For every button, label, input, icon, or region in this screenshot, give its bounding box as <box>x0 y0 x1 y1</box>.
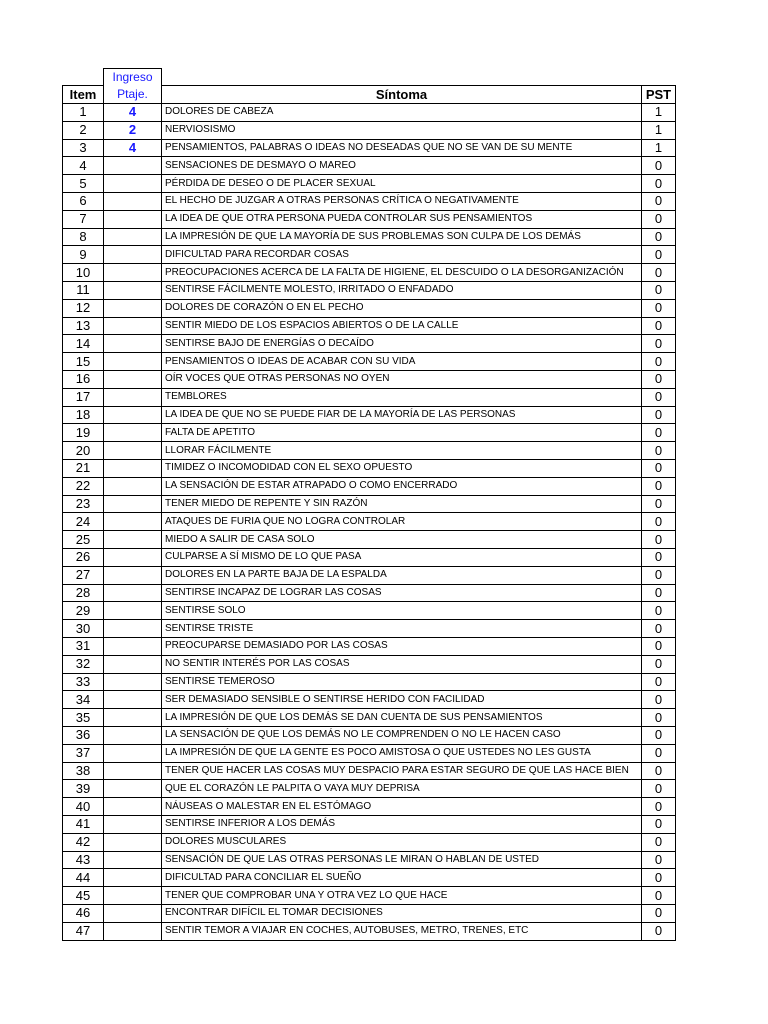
table-row <box>63 353 676 371</box>
table-row <box>63 299 676 317</box>
table-row <box>63 691 676 709</box>
item-cell[interactable]: 43 <box>63 851 104 869</box>
item-cell[interactable]: 18 <box>63 406 104 424</box>
item-cell[interactable]: 12 <box>63 299 104 317</box>
score-input-cell[interactable]: 2 <box>104 121 162 139</box>
table-row <box>63 104 676 122</box>
score-input-cell[interactable] <box>104 833 162 851</box>
symptom-cell[interactable]: LA IDEA DE QUE NO SE PUEDE FIAR DE LA MAYORÍA DE LAS PERSONAS <box>162 406 642 424</box>
item-cell[interactable]: 2 <box>63 121 104 139</box>
table-row <box>63 210 676 228</box>
pst-cell[interactable]: 0 <box>642 424 676 442</box>
item-cell[interactable]: 33 <box>63 673 104 691</box>
item-cell[interactable]: 14 <box>63 335 104 353</box>
symptom-cell[interactable]: SENTIR TEMOR A VIAJAR EN COCHES, AUTOBUSES, METRO, TRENES, ETC <box>162 922 642 940</box>
table-row <box>63 833 676 851</box>
table-row <box>63 264 676 282</box>
item-cell[interactable]: 40 <box>63 798 104 816</box>
item-cell[interactable]: 31 <box>63 638 104 656</box>
item-cell[interactable]: 15 <box>63 353 104 371</box>
table-row <box>63 726 676 744</box>
item-cell[interactable]: 34 <box>63 691 104 709</box>
score-input-cell[interactable] <box>104 317 162 335</box>
score-input-cell[interactable] <box>104 299 162 317</box>
symptom-cell[interactable]: TEMBLORES <box>162 388 642 406</box>
symptom-cell[interactable]: LA IDEA DE QUE OTRA PERSONA PUEDA CONTROLAR SUS PENSAMIENTOS <box>162 210 642 228</box>
item-cell[interactable]: 45 <box>63 887 104 905</box>
score-input-cell[interactable] <box>104 602 162 620</box>
symptom-cell[interactable]: SENSACIONES DE DESMAYO O MAREO <box>162 157 642 175</box>
symptom-cell[interactable]: DOLORES EN LA PARTE BAJA DE LA ESPALDA <box>162 566 642 584</box>
pst-cell[interactable]: 0 <box>642 193 676 211</box>
pst-cell[interactable]: 0 <box>642 210 676 228</box>
score-input-cell[interactable] <box>104 282 162 300</box>
table-row <box>63 744 676 762</box>
table-row <box>63 246 676 264</box>
item-cell[interactable]: 1 <box>63 104 104 122</box>
symptom-cell[interactable]: LA SENSACIÓN DE ESTAR ATRAPADO O COMO ENCERRADO <box>162 477 642 495</box>
score-input-cell[interactable] <box>104 726 162 744</box>
item-cell[interactable]: 3 <box>63 139 104 157</box>
item-cell[interactable]: 44 <box>63 869 104 887</box>
score-input-cell[interactable] <box>104 584 162 602</box>
symptom-cell[interactable]: LA IMPRESIÓN DE QUE LOS DEMÁS SE DAN CUENTA DE SUS PENSAMIENTOS <box>162 709 642 727</box>
pst-cell[interactable]: 0 <box>642 388 676 406</box>
header-row-top <box>63 69 676 86</box>
symptom-cell[interactable]: PREOCUPACIONES ACERCA DE LA FALTA DE HIGIENE, EL DESCUIDO O LA DESORGANIZACIÓN <box>162 264 642 282</box>
score-input-cell[interactable] <box>104 193 162 211</box>
pst-cell[interactable]: 0 <box>642 406 676 424</box>
table-row <box>63 922 676 940</box>
symptom-cell[interactable]: DIFICULTAD PARA CONCILIAR EL SUEÑO <box>162 869 642 887</box>
item-cell[interactable]: 26 <box>63 549 104 567</box>
score-input-cell[interactable] <box>104 388 162 406</box>
table-row <box>63 620 676 638</box>
pst-cell[interactable]: 0 <box>642 851 676 869</box>
score-input-cell[interactable] <box>104 709 162 727</box>
table-row <box>63 549 676 567</box>
score-input-cell[interactable] <box>104 513 162 531</box>
score-header-line1[interactable]: Ingreso <box>104 69 162 86</box>
item-cell[interactable]: 35 <box>63 709 104 727</box>
pst-cell[interactable]: 0 <box>642 495 676 513</box>
header-row <box>63 86 676 104</box>
score-input-cell[interactable] <box>104 655 162 673</box>
score-input-cell[interactable]: 4 <box>104 139 162 157</box>
symptom-cell[interactable]: ATAQUES DE FURIA QUE NO LOGRA CONTROLAR <box>162 513 642 531</box>
pst-cell[interactable]: 0 <box>642 904 676 922</box>
pst-cell[interactable]: 0 <box>642 602 676 620</box>
symptom-cell[interactable]: PENSAMIENTOS, PALABRAS O IDEAS NO DESEADAS QUE NO SE VAN DE SU MENTE <box>162 139 642 157</box>
symptom-cell[interactable]: PÉRDIDA DE DESEO O DE PLACER SEXUAL <box>162 175 642 193</box>
blank-cell <box>162 69 642 86</box>
score-input-cell[interactable] <box>104 442 162 460</box>
pst-cell[interactable]: 0 <box>642 549 676 567</box>
item-cell[interactable]: 27 <box>63 566 104 584</box>
pst-cell[interactable]: 0 <box>642 798 676 816</box>
symptom-cell[interactable]: SENTIRSE TRISTE <box>162 620 642 638</box>
item-cell[interactable]: 36 <box>63 726 104 744</box>
score-input-cell[interactable] <box>104 620 162 638</box>
pst-cell[interactable]: 0 <box>642 264 676 282</box>
table-row <box>63 406 676 424</box>
symptom-cell[interactable]: CULPARSE A SÍ MISMO DE LO QUE PASA <box>162 549 642 567</box>
score-input-cell[interactable] <box>104 904 162 922</box>
symptom-cell[interactable]: SENTIRSE FÁCILMENTE MOLESTO, IRRITADO O ENFADADO <box>162 282 642 300</box>
table-row <box>63 317 676 335</box>
symptom-cell[interactable]: OÍR VOCES QUE OTRAS PERSONAS NO OYEN <box>162 371 642 389</box>
item-cell[interactable]: 6 <box>63 193 104 211</box>
item-cell[interactable]: 30 <box>63 620 104 638</box>
table-row <box>63 193 676 211</box>
symptom-cell[interactable]: TENER QUE COMPROBAR UNA Y OTRA VEZ LO QUE HACE <box>162 887 642 905</box>
score-input-cell[interactable] <box>104 477 162 495</box>
pst-cell[interactable]: 0 <box>642 513 676 531</box>
table-row <box>63 673 676 691</box>
score-input-cell[interactable] <box>104 638 162 656</box>
pst-cell[interactable]: 0 <box>642 477 676 495</box>
table-row <box>63 904 676 922</box>
symptom-cell[interactable]: TIMIDEZ O INCOMODIDAD CON EL SEXO OPUESTO <box>162 460 642 478</box>
table-row <box>63 815 676 833</box>
table-row <box>63 282 676 300</box>
pst-cell[interactable]: 0 <box>642 887 676 905</box>
symptom-cell[interactable]: PENSAMIENTOS O IDEAS DE ACABAR CON SU VIDA <box>162 353 642 371</box>
score-input-cell[interactable] <box>104 887 162 905</box>
pst-cell[interactable]: 0 <box>642 762 676 780</box>
item-cell[interactable]: 32 <box>63 655 104 673</box>
score-input-cell[interactable] <box>104 406 162 424</box>
item-cell[interactable]: 4 <box>63 157 104 175</box>
table-row <box>63 460 676 478</box>
pst-cell[interactable]: 1 <box>642 104 676 122</box>
pst-cell[interactable]: 0 <box>642 869 676 887</box>
pst-cell[interactable]: 0 <box>642 175 676 193</box>
symptom-cell[interactable]: LA SENSACIÓN DE QUE LOS DEMÁS NO LE COMPRENDEN O NO LE HACEN CASO <box>162 726 642 744</box>
item-cell[interactable]: 47 <box>63 922 104 940</box>
symptom-cell[interactable]: PREOCUPARSE DEMASIADO POR LAS COSAS <box>162 638 642 656</box>
pst-cell[interactable]: 0 <box>642 620 676 638</box>
blank-cell <box>63 69 104 86</box>
pst-cell[interactable]: 0 <box>642 246 676 264</box>
score-input-cell[interactable] <box>104 175 162 193</box>
symptom-cell[interactable]: ENCONTRAR DIFÍCIL EL TOMAR DECISIONES <box>162 904 642 922</box>
pst-cell[interactable]: 0 <box>642 335 676 353</box>
item-cell[interactable]: 21 <box>63 460 104 478</box>
item-cell[interactable]: 22 <box>63 477 104 495</box>
score-input-cell[interactable] <box>104 210 162 228</box>
table-row <box>63 388 676 406</box>
table-row <box>63 762 676 780</box>
pst-cell[interactable]: 0 <box>642 673 676 691</box>
pst-cell[interactable]: 0 <box>642 317 676 335</box>
symptom-cell[interactable]: SENTIRSE INCAPAZ DE LOGRAR LAS COSAS <box>162 584 642 602</box>
table-row <box>63 513 676 531</box>
score-input-cell[interactable] <box>104 922 162 940</box>
score-input-cell[interactable] <box>104 371 162 389</box>
symptom-cell[interactable]: MIEDO A SALIR DE CASA SOLO <box>162 531 642 549</box>
table-row <box>63 584 676 602</box>
pst-cell[interactable]: 0 <box>642 638 676 656</box>
item-cell[interactable]: 28 <box>63 584 104 602</box>
pst-cell[interactable]: 0 <box>642 566 676 584</box>
item-header[interactable]: Item <box>63 86 104 104</box>
item-cell[interactable]: 29 <box>63 602 104 620</box>
score-input-cell[interactable] <box>104 691 162 709</box>
table-row <box>63 638 676 656</box>
score-input-cell[interactable] <box>104 264 162 282</box>
pst-header[interactable]: PST <box>642 86 676 104</box>
table-row <box>63 709 676 727</box>
item-cell[interactable]: 25 <box>63 531 104 549</box>
pst-cell[interactable]: 0 <box>642 299 676 317</box>
symptom-cell[interactable]: SER DEMASIADO SENSIBLE O SENTIRSE HERIDO CON FACILIDAD <box>162 691 642 709</box>
table-row <box>63 566 676 584</box>
pst-cell[interactable]: 1 <box>642 139 676 157</box>
table-row <box>63 121 676 139</box>
pst-cell[interactable]: 0 <box>642 460 676 478</box>
symptom-cell[interactable]: DOLORES DE CORAZÓN O EN EL PECHO <box>162 299 642 317</box>
item-cell[interactable]: 13 <box>63 317 104 335</box>
table-row <box>63 477 676 495</box>
item-cell[interactable]: 5 <box>63 175 104 193</box>
pst-cell[interactable]: 0 <box>642 815 676 833</box>
symptom-cell[interactable]: FALTA DE APETITO <box>162 424 642 442</box>
item-cell[interactable]: 42 <box>63 833 104 851</box>
table-row <box>63 887 676 905</box>
score-input-cell[interactable] <box>104 744 162 762</box>
pst-cell[interactable]: 0 <box>642 584 676 602</box>
score-input-cell[interactable] <box>104 424 162 442</box>
pst-cell[interactable]: 0 <box>642 744 676 762</box>
item-cell[interactable]: 38 <box>63 762 104 780</box>
item-cell[interactable]: 23 <box>63 495 104 513</box>
score-input-cell[interactable] <box>104 798 162 816</box>
item-cell[interactable]: 41 <box>63 815 104 833</box>
symptom-cell[interactable]: NERVIOSISMO <box>162 121 642 139</box>
pst-cell[interactable]: 1 <box>642 121 676 139</box>
item-cell[interactable]: 19 <box>63 424 104 442</box>
score-input-cell[interactable] <box>104 549 162 567</box>
symptom-cell[interactable]: DIFICULTAD PARA RECORDAR COSAS <box>162 246 642 264</box>
pst-cell[interactable]: 0 <box>642 353 676 371</box>
item-cell[interactable]: 37 <box>63 744 104 762</box>
blank-cell <box>642 69 676 86</box>
pst-cell[interactable]: 0 <box>642 282 676 300</box>
score-input-cell[interactable] <box>104 780 162 798</box>
symptom-header[interactable]: Síntoma <box>162 86 642 104</box>
score-input-cell[interactable] <box>104 353 162 371</box>
symptom-table <box>62 68 676 941</box>
symptom-cell[interactable]: LA IMPRESIÓN DE QUE LA GENTE ES POCO AMISTOSA O QUE USTEDES NO LES GUSTA <box>162 744 642 762</box>
item-cell[interactable]: 9 <box>63 246 104 264</box>
score-input-cell[interactable] <box>104 566 162 584</box>
pst-cell[interactable]: 0 <box>642 371 676 389</box>
table-row <box>63 335 676 353</box>
score-input-cell[interactable] <box>104 531 162 549</box>
table-row <box>63 531 676 549</box>
symptom-cell[interactable]: LLORAR FÁCILMENTE <box>162 442 642 460</box>
pst-cell[interactable]: 0 <box>642 228 676 246</box>
table-row <box>63 175 676 193</box>
score-input-cell[interactable] <box>104 246 162 264</box>
symptom-cell[interactable]: LA IMPRESIÓN DE QUE LA MAYORÍA DE SUS PROBLEMAS SON CULPA DE LOS DEMÁS <box>162 228 642 246</box>
score-input-cell[interactable] <box>104 762 162 780</box>
table-row <box>63 228 676 246</box>
symptom-cell[interactable]: SENTIRSE TEMEROSO <box>162 673 642 691</box>
score-input-cell[interactable]: 4 <box>104 104 162 122</box>
item-cell[interactable]: 8 <box>63 228 104 246</box>
symptom-cell[interactable]: EL HECHO DE JUZGAR A OTRAS PERSONAS CRÍTICA O NEGATIVAMENTE <box>162 193 642 211</box>
symptom-cell[interactable]: SENSACIÓN DE QUE LAS OTRAS PERSONAS LE MIRAN O HABLAN DE USTED <box>162 851 642 869</box>
score-input-cell[interactable] <box>104 851 162 869</box>
pst-cell[interactable]: 0 <box>642 157 676 175</box>
table-row <box>63 851 676 869</box>
pst-cell[interactable]: 0 <box>642 655 676 673</box>
score-input-cell[interactable] <box>104 495 162 513</box>
item-cell[interactable]: 10 <box>63 264 104 282</box>
item-cell[interactable]: 7 <box>63 210 104 228</box>
score-input-cell[interactable] <box>104 335 162 353</box>
symptom-cell[interactable]: SENTIRSE INFERIOR A LOS DEMÁS <box>162 815 642 833</box>
table-row <box>63 602 676 620</box>
pst-cell[interactable]: 0 <box>642 442 676 460</box>
item-cell[interactable]: 39 <box>63 780 104 798</box>
symptom-cell[interactable]: TENER QUE HACER LAS COSAS MUY DESPACIO PARA ESTAR SEGURO DE QUE LAS HACE BIEN <box>162 762 642 780</box>
symptom-cell[interactable]: QUE EL CORAZÓN LE PALPITA O VAYA MUY DEPRISA <box>162 780 642 798</box>
item-cell[interactable]: 17 <box>63 388 104 406</box>
symptom-cell[interactable]: DOLORES DE CABEZA <box>162 104 642 122</box>
pst-cell[interactable]: 0 <box>642 780 676 798</box>
symptom-cell[interactable]: TENER MIEDO DE REPENTE Y SIN RAZÓN <box>162 495 642 513</box>
score-header-line2[interactable]: Ptaje. <box>104 86 162 104</box>
symptom-cell[interactable]: DOLORES MUSCULARES <box>162 833 642 851</box>
score-input-cell[interactable] <box>104 869 162 887</box>
score-input-cell[interactable] <box>104 460 162 478</box>
item-cell[interactable]: 16 <box>63 371 104 389</box>
score-input-cell[interactable] <box>104 673 162 691</box>
symptom-cell[interactable]: SENTIR MIEDO DE LOS ESPACIOS ABIERTOS O DE LA CALLE <box>162 317 642 335</box>
pst-cell[interactable]: 0 <box>642 726 676 744</box>
item-cell[interactable]: 11 <box>63 282 104 300</box>
table-row <box>63 157 676 175</box>
item-cell[interactable]: 46 <box>63 904 104 922</box>
score-input-cell[interactable] <box>104 815 162 833</box>
table-row <box>63 139 676 157</box>
table-row <box>63 495 676 513</box>
pst-cell[interactable]: 0 <box>642 531 676 549</box>
item-cell[interactable]: 24 <box>63 513 104 531</box>
pst-cell[interactable]: 0 <box>642 833 676 851</box>
table-row <box>63 424 676 442</box>
table-row <box>63 655 676 673</box>
table-row <box>63 798 676 816</box>
table-row <box>63 869 676 887</box>
table-row <box>63 371 676 389</box>
pst-cell[interactable]: 0 <box>642 691 676 709</box>
table-row <box>63 442 676 460</box>
symptom-cell[interactable]: NO SENTIR INTERÉS POR LAS COSAS <box>162 655 642 673</box>
symptom-cell[interactable]: NÁUSEAS O MALESTAR EN EL ESTÓMAGO <box>162 798 642 816</box>
score-input-cell[interactable] <box>104 157 162 175</box>
symptom-cell[interactable]: SENTIRSE SOLO <box>162 602 642 620</box>
pst-cell[interactable]: 0 <box>642 922 676 940</box>
score-input-cell[interactable] <box>104 228 162 246</box>
pst-cell[interactable]: 0 <box>642 709 676 727</box>
table-row <box>63 780 676 798</box>
symptom-cell[interactable]: SENTIRSE BAJO DE ENERGÍAS O DECAÍDO <box>162 335 642 353</box>
item-cell[interactable]: 20 <box>63 442 104 460</box>
